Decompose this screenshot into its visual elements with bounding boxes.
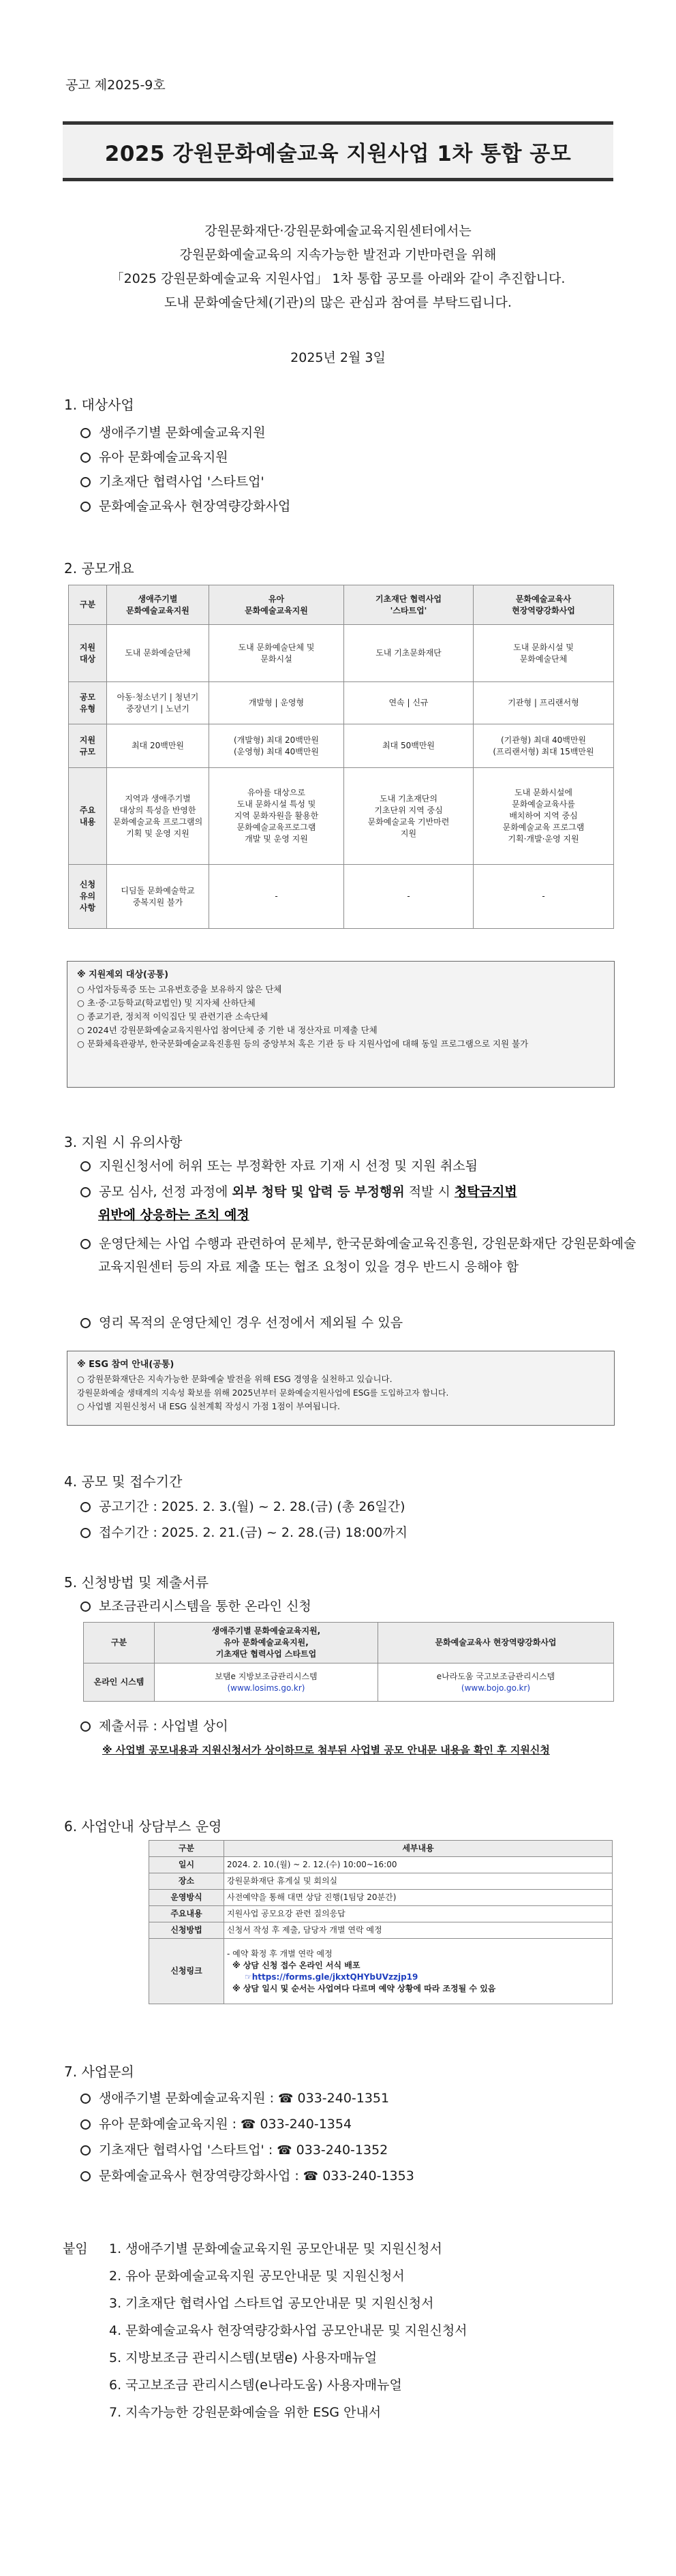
table-header: 세부내용 xyxy=(224,1841,613,1857)
losims-link[interactable]: (www.losims.go.kr) xyxy=(227,1683,305,1693)
circle-bullet-icon xyxy=(80,1239,91,1249)
contact-item: 유아 문화예술교육지원 : ☎ 033-240-1354 xyxy=(80,2114,352,2132)
esg-title: ※ ESG 참여 안내(공통) xyxy=(77,1360,174,1370)
table-cell: 최대 50백만원 xyxy=(344,724,474,768)
table-cell: 사전예약을 통해 대면 상담 진행(1팀당 20분간) xyxy=(224,1890,613,1906)
attachment-item[interactable]: 1. 생애주기별 문화예술교육지원 공모안내문 및 지원신청서 xyxy=(109,2241,442,2256)
attachment-item[interactable]: 2. 유아 문화예술교육지원 공모안내문 및 지원신청서 xyxy=(109,2269,405,2284)
table-cell: 도내 문화예술단체 xyxy=(107,625,209,682)
exclusion-line: ○ 사업자등록증 또는 고유번호증을 보유하지 않은 단체 xyxy=(77,984,282,994)
list-item: 보조금관리시스템을 통한 온라인 신청 xyxy=(80,1596,311,1614)
row-label: 공모 유형 xyxy=(69,682,107,724)
intro-line: 강원문화예술교육의 지속가능한 발전과 기반마련을 위해 xyxy=(179,247,497,262)
table-cell: 기관형 | 프리랜서형 xyxy=(474,682,614,724)
exclusion-line: ○ 초·중·고등학교(학교법인) 및 지자체 산하단체 xyxy=(77,998,256,1008)
circle-bullet-icon xyxy=(80,502,91,512)
list-item: 기초재단 협력사업 '스타트업' xyxy=(80,472,264,490)
contact-item: 문화예술교육사 현장역량강화사업 : ☎ 033-240-1353 xyxy=(80,2166,414,2184)
table-header: 유아 문화예술교육지원 xyxy=(209,585,344,625)
circle-bullet-icon xyxy=(80,2094,91,2104)
circle-bullet-icon xyxy=(80,1161,91,1171)
row-label: 주요 내용 xyxy=(69,768,107,865)
table-cell: 신청서 작성 후 제출, 담당자 개별 연락 예정 xyxy=(224,1922,613,1939)
table-cell: 디딤돌 문화예술학교 중복지원 불가 xyxy=(107,865,209,929)
circle-bullet-icon xyxy=(80,1721,91,1732)
table-cell: 도내 기초문화재단 xyxy=(344,625,474,682)
consulting-form-link[interactable]: ☞https://forms.gle/jkxtQHYbUVzzjp19 xyxy=(245,1972,418,1982)
table-header-row xyxy=(149,1841,613,1857)
table-cell: 도내 기초재단의 기초단위 지역 중심 문화예술교육 기반마련 지원 xyxy=(344,768,474,865)
link-note: ※ 상담 일시 및 순서는 사업여다 다르며 예약 상황에 따라 조정될 수 있음 xyxy=(232,1983,496,1993)
exclusion-line: ○ 종교기관, 정치적 이익집단 및 관련기관 소속단체 xyxy=(77,1011,268,1022)
system-name: 보탬e 지방보조금관리시스템 xyxy=(215,1671,318,1681)
table-header: 구분 xyxy=(149,1841,224,1857)
row-label: 신청 유의 사항 xyxy=(69,865,107,929)
row-label: 주요내용 xyxy=(149,1906,224,1922)
intro-line: 「2025 강원문화예술교육 지원사업」 1차 통합 공모를 아래와 같이 추진합니다. xyxy=(110,271,566,286)
circle-bullet-icon xyxy=(80,453,91,463)
list-item: 문화예술교육사 현장역량강화사업 xyxy=(80,496,290,515)
consulting-table xyxy=(149,1840,613,2004)
list-item: 접수기간 : 2025. 2. 21.(금) ~ 2. 28.(금) 18:00까지 xyxy=(80,1522,408,1541)
attachment-item[interactable]: 6. 국고보조금 관리시스템(e나라도움) 사용자매뉴얼 xyxy=(109,2378,402,2393)
esg-notice-box xyxy=(67,1351,615,1426)
table-row xyxy=(84,1663,614,1702)
overview-table xyxy=(68,585,614,929)
table-cell: - xyxy=(344,865,474,929)
bojo-link[interactable]: (www.bojo.go.kr) xyxy=(461,1683,531,1693)
phone-icon: ☎ xyxy=(278,2091,294,2106)
section4-heading: 4. 공모 및 접수기간 xyxy=(64,1473,183,1490)
table-cell: 2024. 2. 10.(월) ~ 2. 12.(수) 10:00~16:00 xyxy=(224,1857,613,1873)
table-row xyxy=(69,724,614,768)
table-row xyxy=(69,682,614,724)
notice-item: 공모 심사, 선정 과정에 외부 청탁 및 압력 등 부정행위 적발 시 청탁금지법 위반에 상응하는 조치 예정 xyxy=(80,1180,636,1227)
table-cell: 지원사업 공모요강 관련 질의응답 xyxy=(224,1906,613,1922)
section5-heading: 5. 신청방법 및 제출서류 xyxy=(64,1574,209,1591)
list-item: 제출서류 : 사업별 상이 xyxy=(80,1716,228,1734)
link-note: ※ 상담 신청 접수 온라인 서식 배포 xyxy=(232,1960,360,1970)
exclusion-line: ○ 2024년 강원문화예술교육지원사업 참여단체 중 기한 내 정산자료 미제출 단체 xyxy=(77,1025,378,1035)
notice-item: 지원신청서에 허위 또는 부정확한 자료 기재 시 선정 및 지원 취소됨 xyxy=(80,1154,619,1178)
contact-item: 기초재단 협력사업 '스타트업' : ☎ 033-240-1352 xyxy=(80,2140,388,2158)
table-header: 구분 xyxy=(84,1623,155,1663)
notice-item: 영리 목적의 운영단체인 경우 선정에서 제외될 수 있음 xyxy=(80,1311,619,1334)
list-item: 공고기간 : 2025. 2. 3.(월) ~ 2. 28.(금) (총 26일간) xyxy=(80,1497,405,1515)
system-name: e나라도움 국고보조금관리시스템 xyxy=(436,1671,555,1681)
section2-heading: 2. 공모개요 xyxy=(64,560,134,577)
table-row xyxy=(149,1890,613,1906)
circle-bullet-icon xyxy=(80,428,91,438)
intro-line: 강원문화재단·강원문화예술교육지원센터에서는 xyxy=(204,224,472,239)
table-cell: (기관형) 최대 40백만원 (프리랜서형) 최대 15백만원 xyxy=(474,724,614,768)
table-header: 생애주기별 문화예술교육지원, 유아 문화예술교육지원, 기초재단 협력사업 스타트업 xyxy=(155,1623,378,1663)
table-cell: 아동·청소년기 | 청년기 중장년기 | 노년기 xyxy=(107,682,209,724)
table-cell: - xyxy=(474,865,614,929)
attachment-item[interactable]: 3. 기초재단 협력사업 스타트업 공모안내문 및 지원신청서 xyxy=(109,2296,434,2311)
application-table xyxy=(83,1622,614,1702)
phone-icon: ☎ xyxy=(241,2117,256,2132)
row-label: 지원 대상 xyxy=(69,625,107,682)
phone-icon: ☎ xyxy=(303,2169,319,2183)
attachments-list xyxy=(109,2235,467,2426)
circle-bullet-icon xyxy=(80,1318,91,1328)
table-row xyxy=(149,1922,613,1939)
table-header: 기초재단 협력사업 '스타트업' xyxy=(344,585,474,625)
contact-item: 생애주기별 문화예술교육지원 : ☎ 033-240-1351 xyxy=(80,2088,389,2106)
circle-bullet-icon xyxy=(80,2119,91,2130)
table-row xyxy=(149,1857,613,1873)
table-header: 문화예술교육사 현장역량강화사업 xyxy=(378,1623,614,1663)
link-note: - 예약 확정 후 개별 연락 예정 xyxy=(227,1948,333,1959)
section7-heading: 7. 사업문의 xyxy=(64,2064,134,2080)
table-row xyxy=(69,865,614,929)
table-cell: 지역과 생애주기별 대상의 특성을 반영한 문화예술교육 프로그램의 기획 및 운영 지원 xyxy=(107,768,209,865)
circle-bullet-icon xyxy=(80,1601,91,1612)
table-row xyxy=(69,768,614,865)
table-cell: 유아를 대상으로 도내 문화시설 특성 및 지역 문화자원을 활용한 문화예술교육프로그램 개발 및 운영 지원 xyxy=(209,768,344,865)
circle-bullet-icon xyxy=(80,1187,91,1197)
table-header: 문화예술교육사 현장역량강화사업 xyxy=(474,585,614,625)
table-cell xyxy=(224,1939,613,2004)
list-item: 유아 문화예술교육지원 xyxy=(80,447,228,465)
circle-bullet-icon xyxy=(80,1528,91,1538)
row-label: 온라인 시스템 xyxy=(84,1663,155,1702)
table-row xyxy=(149,1939,613,2004)
exclusion-notice-box xyxy=(67,961,615,1088)
exclusion-line: ○ 문화체육관광부, 한국문화예술교육진흥원 등의 중앙부처 혹은 기관 등 타 지원사업에 대해 동일 프로그램으로 지원 불가 xyxy=(77,1039,529,1049)
table-cell: 도내 문화시설 및 문화예술단체 xyxy=(474,625,614,682)
section6-heading: 6. 사업안내 상담부스 운영 xyxy=(64,1818,222,1835)
esg-line: ○ 강원문화재단은 지속가능한 문화예술 발전을 위해 ESG 경영을 실천하고 있습니다. xyxy=(77,1374,393,1384)
table-header: 생애주기별 문화예술교육지원 xyxy=(107,585,209,625)
title-banner xyxy=(63,121,613,181)
submission-note: ※ 사업별 공모내용과 지원신청서가 상이하므로 첨부된 사업별 공모 안내문 내용을 확인 후 지원신청 xyxy=(102,1744,550,1756)
attachment-item[interactable]: 5. 지방보조금 관리시스템(보탬e) 사용자매뉴얼 xyxy=(109,2350,378,2365)
table-cell: 최대 20백만원 xyxy=(107,724,209,768)
attachment-item[interactable]: 4. 문화예술교육사 현장역량강화사업 공모안내문 및 지원신청서 xyxy=(109,2323,467,2338)
row-label: 운영방식 xyxy=(149,1890,224,1906)
intro-paragraph xyxy=(63,219,613,315)
table-cell: 강원문화재단 휴게실 및 회의실 xyxy=(224,1873,613,1890)
exclusion-title: ※ 지원제외 대상(공통) xyxy=(77,970,169,980)
table-header: 구분 xyxy=(69,585,107,625)
table-cell: (개발형) 최대 20백만원 (운영형) 최대 40백만원 xyxy=(209,724,344,768)
section3-heading: 3. 지원 시 유의사항 xyxy=(64,1134,183,1150)
row-label: 일시 xyxy=(149,1857,224,1873)
intro-line: 도내 문화예술단체(기관)의 많은 관심과 참여를 부탁드립니다. xyxy=(164,295,512,310)
esg-line: ○ 사업별 지원신청서 내 ESG 실천계획 작성시 가점 1점이 부여됩니다. xyxy=(77,1401,340,1411)
table-cell: 도내 문화시설에 문화예술교육사를 배치하여 지역 중심 문화예술교육 프로그램 기획·개발·운영 지원 xyxy=(474,768,614,865)
table-cell: - xyxy=(209,865,344,929)
row-label: 신청방법 xyxy=(149,1922,224,1939)
phone-icon: ☎ xyxy=(277,2143,292,2158)
row-label: 신청링크 xyxy=(149,1939,224,2004)
table-cell xyxy=(378,1663,614,1702)
notice-number: 공고 제2025-9호 xyxy=(65,78,166,93)
table-cell: 개발형 | 운영형 xyxy=(209,682,344,724)
circle-bullet-icon xyxy=(80,2171,91,2181)
circle-bullet-icon xyxy=(80,2145,91,2156)
page-title: 2025 강원문화예술교육 지원사업 1차 통합 공모 xyxy=(104,141,572,166)
list-item: 생애주기별 문화예술교육지원 xyxy=(80,423,266,441)
table-row xyxy=(69,625,614,682)
circle-bullet-icon xyxy=(80,1502,91,1512)
row-label: 장소 xyxy=(149,1873,224,1890)
table-cell: 도내 문화예술단체 및 문화시설 xyxy=(209,625,344,682)
table-cell xyxy=(155,1663,378,1702)
section1-heading: 1. 대상사업 xyxy=(64,397,134,413)
attachment-item[interactable]: 7. 지속가능한 강원문화예술을 위한 ESG 안내서 xyxy=(109,2405,382,2420)
row-label: 지원 규모 xyxy=(69,724,107,768)
esg-line: 강원문화예술 생태계의 지속성 확보를 위해 2025년부터 문화예술지원사업에 ESG를 도입하고자 합니다. xyxy=(77,1388,449,1398)
table-header-row xyxy=(84,1623,614,1663)
notice-date: 2025년 2월 3일 xyxy=(290,350,386,365)
table-row xyxy=(149,1873,613,1890)
notice-item: 운영단체는 사업 수행과 관련하여 문체부, 한국문화예술교육진흥원, 강원문화재단 강원문화예술교육지원센터 등의 자료 제출 또는 협조 요청이 있을 경우 반드시 응해야 함 xyxy=(80,1232,636,1278)
attachments-label: 붙임 xyxy=(63,2241,88,2256)
table-cell: 연속 | 신규 xyxy=(344,682,474,724)
circle-bullet-icon xyxy=(80,477,91,487)
table-header-row xyxy=(69,585,614,625)
table-row xyxy=(149,1906,613,1922)
